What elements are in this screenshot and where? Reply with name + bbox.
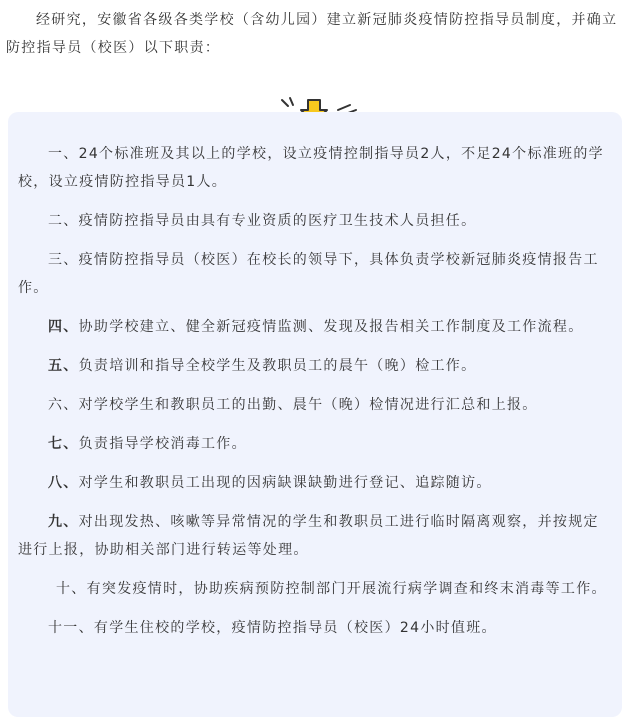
duty-text: 24个标准班及其以上的学校，设立疫情控制指导员2人，不足24个标准班的学校，设立疫情防控指导员1人。 bbox=[18, 146, 604, 190]
duty-item-3 bbox=[18, 246, 614, 302]
duty-number: 二、 bbox=[48, 213, 79, 229]
duty-text: 疫情防控指导员由具有专业资质的医疗卫生技术人员担任。 bbox=[78, 213, 477, 229]
duty-text: 负责指导学校消毒工作。 bbox=[78, 436, 247, 452]
duty-number: 十、 bbox=[56, 581, 87, 597]
duty-item-7 bbox=[18, 430, 614, 458]
duty-number: 九、 bbox=[48, 514, 79, 530]
duty-text: 负责培训和指导全校学生及教职员工的晨午（晚）检工作。 bbox=[78, 358, 477, 374]
duty-item-11 bbox=[18, 614, 614, 642]
duty-text: 协助学校建立、健全新冠疫情监测、发现及报告相关工作制度及工作流程。 bbox=[78, 319, 584, 335]
duty-text: 对学校学生和教职员工的出勤、晨午（晚）检情况进行汇总和上报。 bbox=[78, 397, 538, 413]
duty-item-9 bbox=[18, 508, 614, 564]
duty-number: 五、 bbox=[48, 358, 79, 374]
duty-item-1 bbox=[18, 140, 614, 196]
duty-number: 一、 bbox=[48, 146, 79, 162]
duty-text: 疫情防控指导员（校医）在校长的领导下，具体负责学校新冠肺炎疫情报告工作。 bbox=[18, 252, 599, 296]
duty-item-2 bbox=[18, 207, 614, 235]
duty-number: 七、 bbox=[48, 436, 79, 452]
duty-number: 八、 bbox=[48, 475, 79, 491]
duty-text: 对学生和教职员工出现的因病缺课缺勤进行登记、追踪随访。 bbox=[78, 475, 492, 491]
duty-number: 三、 bbox=[48, 252, 79, 268]
duty-item-8 bbox=[18, 469, 614, 497]
duty-item-4 bbox=[18, 313, 614, 341]
duty-text: 有学生住校的学校，疫情防控指导员（校医）24小时值班。 bbox=[93, 620, 497, 636]
duty-number: 六、 bbox=[48, 397, 79, 413]
duty-text: 对出现发热、咳嗽等异常情况的学生和教职员工进行临时隔离观察，并按规定进行上报，协助相关部门进行转运等处理。 bbox=[18, 514, 599, 558]
duty-item-5 bbox=[18, 352, 614, 380]
duty-number: 四、 bbox=[48, 319, 79, 335]
duties-list bbox=[18, 140, 614, 653]
duty-item-6 bbox=[18, 391, 614, 419]
duty-text: 有突发疫情时，协助疾病预防控制部门开展流行病学调查和终末消毒等工作。 bbox=[86, 581, 607, 597]
duty-item-10 bbox=[18, 575, 614, 603]
intro-paragraph: 经研究，安徽省各级各类学校（含幼儿园）建立新冠肺炎疫情防控指导员制度，并确立防控指导员（校医）以下职责： bbox=[6, 12, 618, 56]
duty-number: 十一、 bbox=[48, 620, 94, 636]
